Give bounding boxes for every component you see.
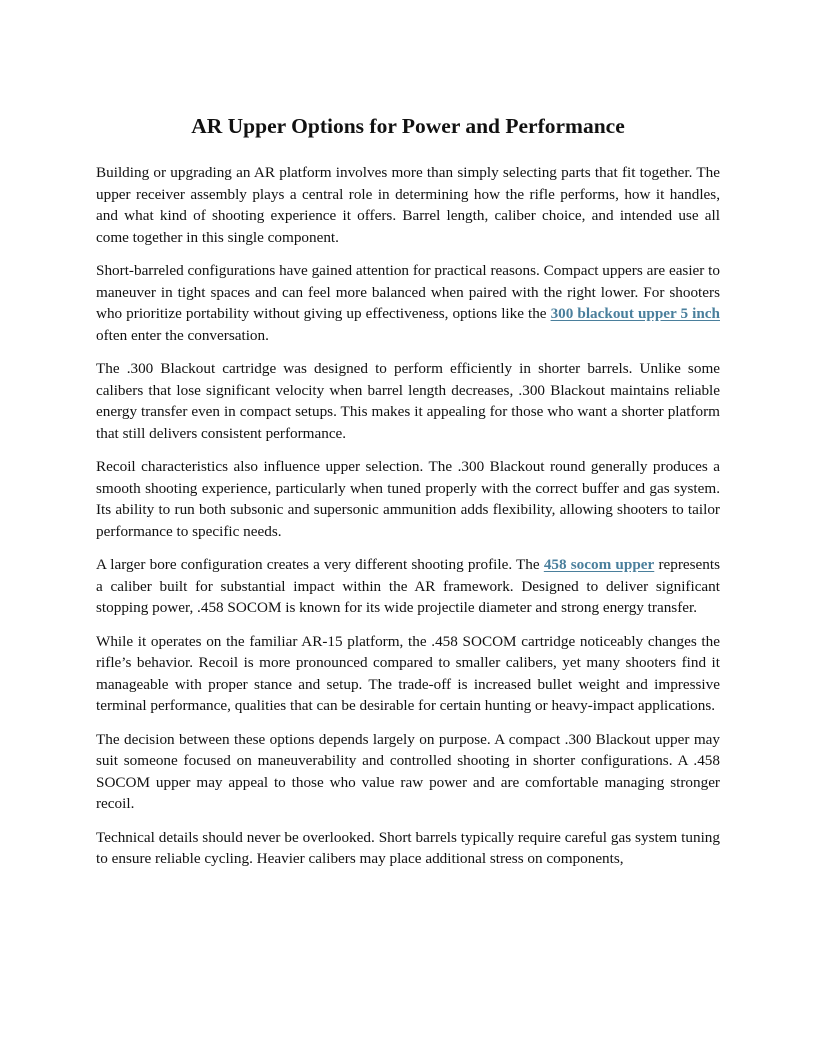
paragraph-recoil: Recoil characteristics also influence upper selection. The .300 Blackout round generally produces a smooth shooting experience, particularly when tuned properly with the correct buffer and gas system. Its ability to run both subsonic and supersonic ammunition adds flexibility, allowing shooters to tailor performance to specific needs. <box>96 458 720 540</box>
paragraph-intro: Building or upgrading an AR platform involves more than simply selecting parts that fit together. The upper receiver assembly plays a central role in determining how the rifle performs, how it handles, and what kind of shooting experience it offers. Barrel length, caliber choice, and intended use all come together in this single component. <box>96 164 720 246</box>
paragraph-text: represents a caliber built for substantial impact within the AR framework. Designed to deliver significant stopping power, .458 SOCOM is known for its wide projectile diameter and strong energy transfer. <box>96 556 721 616</box>
paragraph-300-blackout: The .300 Blackout cartridge was designed to perform efficiently in shorter barrels. Unlike some calibers that lose significant velocity when barrel length decreases, .300 Blackout maintains reliable energy transfer even in compact setups. This makes it appealing for those who want a shorter platform that still delivers consistent performance. <box>96 360 720 442</box>
paragraph-text: often enter the conversation. <box>96 326 269 344</box>
link-300-blackout-upper[interactable]: 300 blackout upper 5 inch <box>550 305 720 322</box>
paragraph-decision: The decision between these options depends largely on purpose. A compact .300 Blackout upper may suit someone focused on maneuverability and controlled shooting in shorter configurations. A .458 SOCOM upper may appeal to those who value raw power and are comfortable managing stronger recoil. <box>96 730 720 812</box>
page-title: AR Upper Options for Power and Performance <box>191 114 625 138</box>
paragraph-larger-bore <box>96 554 720 619</box>
paragraph-short-barrel <box>96 260 720 346</box>
paragraph-text: Short-barreled configurations have gained attention for practical reasons. Compact uppers are easier to maneuver in tight spaces and can feel more balanced when paired with the right lower. For shooters who prioritize portability without giving up effectiveness, options like the <box>96 262 720 322</box>
paragraph-technical: Technical details should never be overlooked. Short barrels typically require careful gas system tuning to ensure reliable cycling. Heavier calibers may place additional stress on components, <box>96 828 720 867</box>
paragraph-text: A larger bore configuration creates a very different shooting profile. The <box>96 556 544 573</box>
paragraph-458-socom: While it operates on the familiar AR-15 platform, the .458 SOCOM cartridge noticeably changes the rifle’s behavior. Recoil is more pronounced compared to smaller calibers, yet many shooters find it manageable with proper stance and setup. The trade-off is increased bullet weight and impressive terminal performance, qualities that can be desirable for certain hunting or heavy-impact applications. <box>96 632 720 714</box>
link-458-socom-upper[interactable]: 458 socom upper <box>543 556 655 573</box>
document-page <box>96 112 720 882</box>
